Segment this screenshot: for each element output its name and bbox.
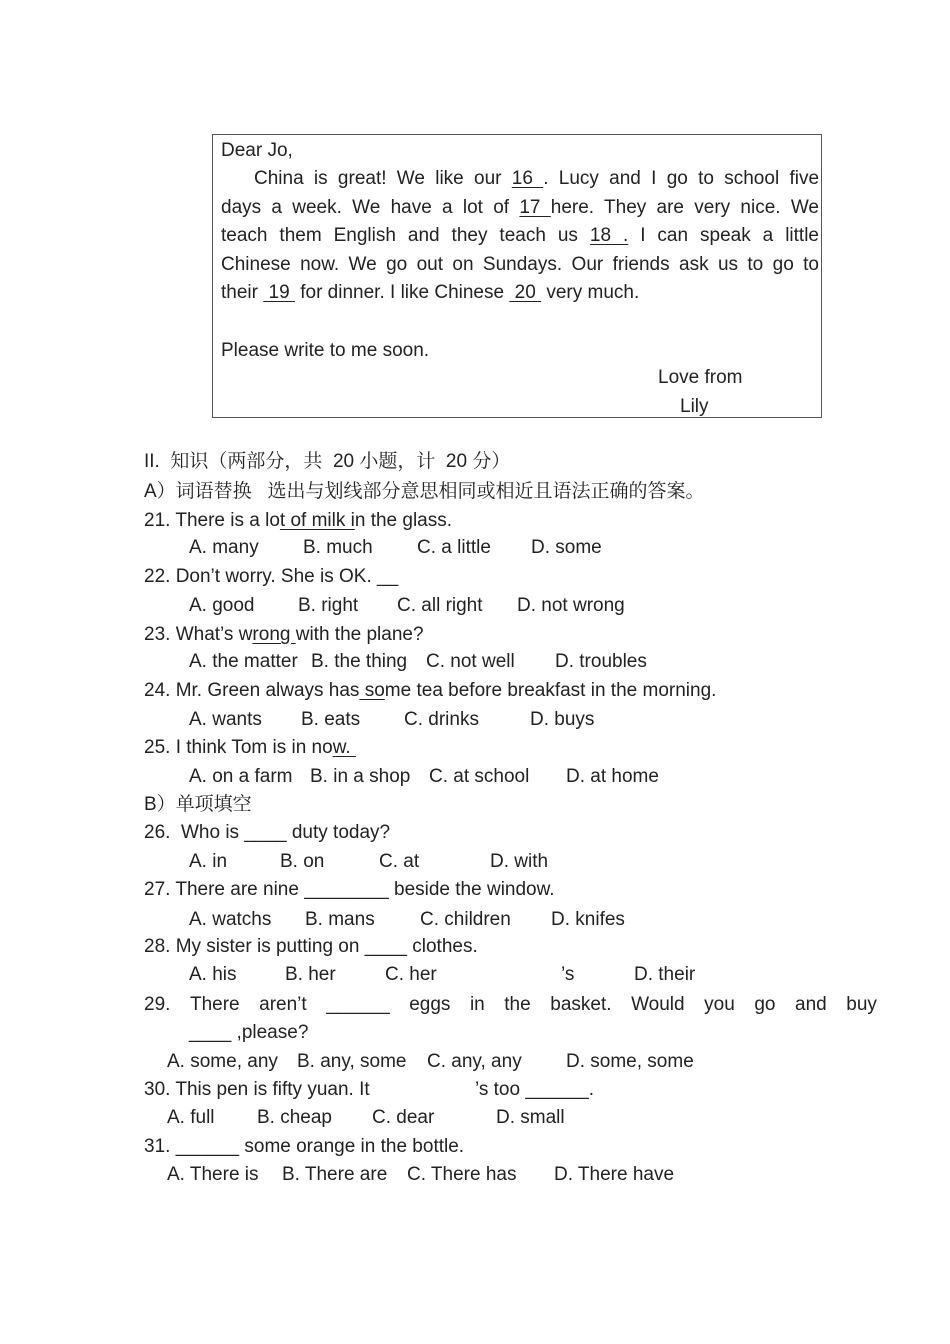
q22-option-a: A. good: [189, 595, 255, 616]
letter-greeting: Dear Jo,: [221, 140, 293, 161]
question-27: 27. There are nine ________ beside the window.: [144, 879, 555, 900]
q30-option-d: D. small: [496, 1107, 565, 1128]
q21-option-a: A. many: [189, 537, 259, 558]
q27-option-a: A. watchs: [189, 909, 272, 930]
q24-option-b: B. eats: [301, 709, 361, 730]
q23-option-c: C. not well: [426, 651, 515, 672]
question-31: 31. ______ some orange in the bottle.: [144, 1136, 465, 1157]
letter-line-5: their 19 for dinner. I like Chinese 20 very much.: [221, 282, 640, 303]
q22-option-d: D. not wrong: [517, 595, 625, 616]
question-24: 24. Mr. Green always has some tea before breakfast in the morning.: [144, 680, 717, 701]
q29-option-b: B. any, some: [297, 1051, 407, 1072]
question-23: 23. What’s wrong with the plane?: [144, 624, 424, 645]
q30-option-c: C. dear: [372, 1107, 435, 1128]
q26-option-d: D. with: [490, 851, 549, 872]
q25-option-a: A. on a farm: [189, 766, 293, 787]
question-26: 26. Who is ____ duty today?: [144, 822, 391, 843]
q23-option-a: A. the matter: [189, 651, 298, 672]
question-22: 22. Don’t worry. She is OK. __: [144, 566, 399, 587]
part-a-heading: A）词语替换 选出与划线部分意思相同或相近且语法正确的答案。: [144, 481, 705, 502]
q27-option-b: B. mans: [305, 909, 375, 930]
question-25: 25. I think Tom is in now.: [144, 737, 356, 758]
letter-closing: Please write to me soon.: [221, 340, 430, 361]
q27-option-c: C. children: [420, 909, 511, 930]
letter-signature: Lily: [680, 396, 709, 417]
q28-option-c: C. her: [385, 964, 437, 985]
q25-option-b: B. in a shop: [310, 766, 411, 787]
question-29-line-2: ____ ,please?: [189, 1022, 309, 1043]
q27-option-d: D. knifes: [551, 909, 625, 930]
q30-option-b: B. cheap: [257, 1107, 332, 1128]
q26-option-b: B. on: [280, 851, 325, 872]
q29-option-d: D. some, some: [566, 1051, 694, 1072]
q25-option-c: C. at school: [429, 766, 530, 787]
letter-line-2: days a week. We have a lot of 17 here. They are very nice. We: [221, 197, 819, 218]
q23-option-b: B. the thing: [311, 651, 408, 672]
q29-option-c: C. any, any: [427, 1051, 522, 1072]
blank-17: 17: [519, 197, 551, 218]
q31-option-a: A. There is: [167, 1164, 259, 1185]
q28-option-b: B. her: [285, 964, 336, 985]
question-21: 21. There is a lot of milk in the glass.: [144, 510, 453, 531]
q28-option-d: D. their: [634, 964, 696, 985]
q29-option-a: A. some, any: [167, 1051, 278, 1072]
q24-option-d: D. buys: [530, 709, 595, 730]
q31-option-d: D. There have: [554, 1164, 675, 1185]
q31-option-c: C. There has: [407, 1164, 517, 1185]
q21-option-d: D. some: [531, 537, 602, 558]
part-b-heading: B）单项填空: [144, 794, 252, 815]
letter-love-from: Love from: [658, 367, 743, 388]
letter-line-1: China is great! We like our 16 . Lucy and I go to school five: [254, 168, 820, 189]
blank-20: 20: [509, 282, 542, 303]
q25-option-d: D. at home: [566, 766, 659, 787]
question-29-line-1: 29. There aren’t ______ eggs in the basket. Would you go and buy: [144, 994, 877, 1015]
q21-option-b: B. much: [303, 537, 373, 558]
blank-16: 16: [511, 168, 544, 189]
q28-option-c-suffix: ’s: [561, 964, 575, 985]
letter-line-4: Chinese now. We go out on Sundays. Our friends ask us to go to: [221, 254, 819, 275]
section-title: II. 知识（两部分，共 20 小题，计 20 分）: [144, 451, 511, 472]
q31-option-b: B. There are: [282, 1164, 388, 1185]
blank-19: 19: [263, 282, 295, 303]
question-30: 30. This pen is fifty yuan. It: [144, 1079, 370, 1100]
q30-option-a: A. full: [167, 1107, 215, 1128]
question-28: 28. My sister is putting on ____ clothes.: [144, 936, 478, 957]
q22-option-b: B. right: [298, 595, 359, 616]
letter-line-3: teach them English and they teach us 18 . I can speak a little: [221, 225, 819, 246]
q24-option-c: C. drinks: [404, 709, 479, 730]
q26-option-c: C. at: [379, 851, 420, 872]
q21-option-c: C. a little: [417, 537, 491, 558]
blank-18: 18 .: [589, 225, 629, 246]
q28-option-a: A. his: [189, 964, 237, 985]
q26-option-a: A. in: [189, 851, 228, 872]
q24-option-a: A. wants: [189, 709, 262, 730]
q23-option-d: D. troubles: [555, 651, 647, 672]
q22-option-c: C. all right: [397, 595, 483, 616]
question-30-end: ’s too ______.: [475, 1079, 595, 1100]
